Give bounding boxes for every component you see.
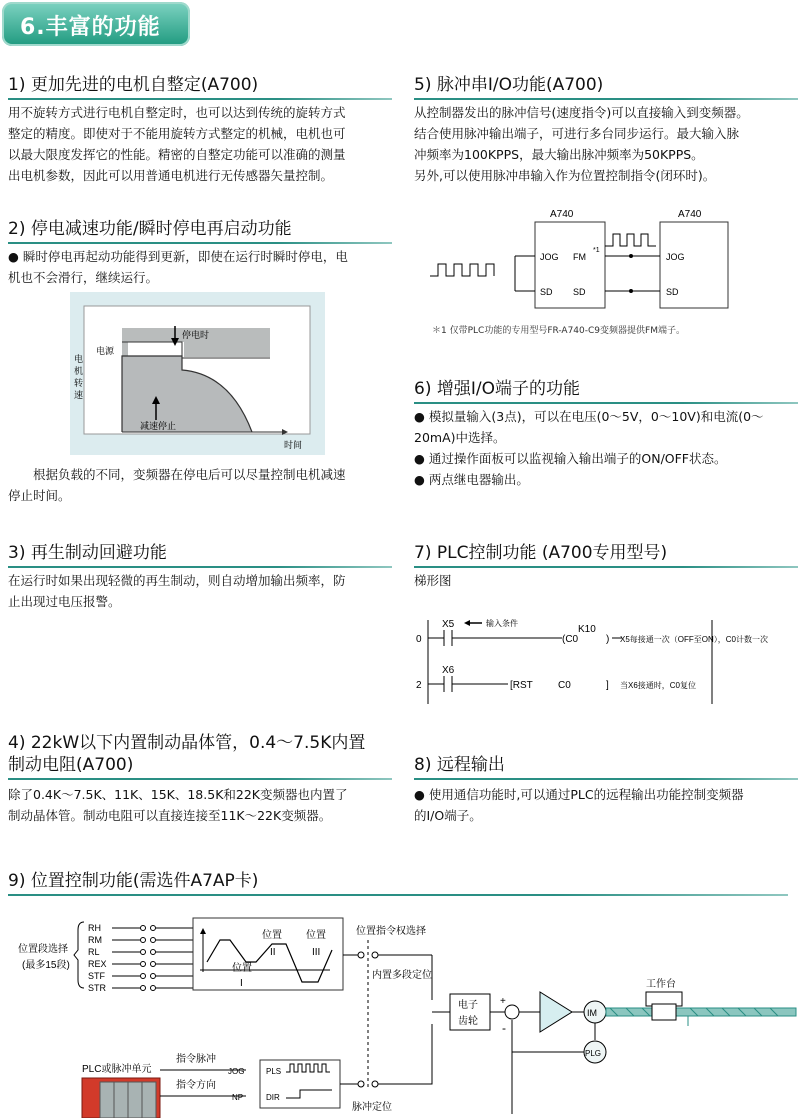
arrow-head [464,620,470,626]
e-gear-2: 齿轮 [458,1016,478,1027]
section-1 [8,74,392,186]
segment-select: 位置段选择 [18,944,68,955]
signal-rex: REX [88,959,107,969]
section-2-tail [8,464,392,506]
power-failure-chart [70,292,325,455]
summing-junction [505,1005,519,1019]
junction [629,254,633,258]
footnote: ＊1 仅带PLC功能的专用型号FR-A740-C9变频器提供FM端子。 [432,326,685,336]
minus-sign: - [502,1021,506,1035]
multi-pos-label: 内置多段定位 [372,970,432,981]
divider [414,566,798,568]
text-line: 除了0.4K～7.5K、11K、15K、18.5K和22K变频器也内置了 [8,787,348,802]
signal-str: STR [88,983,106,993]
signal-stf: STF [88,971,105,981]
contact-x6: X6 [442,665,455,676]
footnote-mark: *1 [593,247,600,254]
divider [8,242,392,244]
instr-close: ] [606,680,609,691]
y-char: 电 [74,354,84,364]
y-char: 机 [74,366,84,376]
section-2-title: 2) 停电减速功能/瞬时停电再启动功能 [8,219,292,239]
label-power-off: 停电时 [182,330,210,340]
section-4-title-1: 4) 22kW以下内置制动晶体管，0.4～7.5K内置 [8,733,366,753]
text-line: 整定的精度。即使对于不能用旋转方式整定的机械，电机也可 [8,126,346,141]
text-line: 从控制器发出的脉冲信号(速度指令)可以直接输入到变频器。 [414,105,749,120]
switch-contact [358,952,364,958]
text-line: 停止时间。 [8,488,71,503]
y-char: 速 [74,390,84,400]
section-2 [8,218,392,288]
section-6 [414,378,798,490]
dir-label: DIR [266,1093,280,1102]
switch-contact [372,1081,378,1087]
pulse-io-diagram [430,200,730,318]
text-line: 另外,可以使用脉冲串输入作为位置控制指令(闭环时)。 [414,168,716,183]
brace [74,922,84,988]
text-line: ● 通过操作面板可以监视输入输出端子的ON/OFF状态。 [414,451,727,466]
text-line: 的I/O端子。 [414,808,482,823]
step-2: 2 [416,680,422,691]
section-banner [2,2,190,46]
signal-rm: RM [88,935,102,945]
pos-2-num: II [270,947,276,958]
position-box [193,918,343,990]
section-9 [8,870,788,896]
pls-label: PLS [266,1067,282,1076]
instr-c0: C0 [558,680,571,691]
text-line: 止出现过电压报警。 [8,594,121,609]
switch-contact [358,1081,364,1087]
feedback-wire [512,1052,584,1114]
terminal-sd: SD [573,287,586,297]
text-line: 制动晶体管。制动电阻可以直接连接至11K～22K变频器。 [8,808,332,823]
signal-rh: RH [88,923,101,933]
switch-contact [151,974,156,979]
divider [414,402,798,404]
text-line: 机也不会滑行，继续运行。 [8,270,159,285]
im-label: IM [587,1008,597,1018]
cmd-dir-label: 指令方向 [176,1080,216,1091]
coil-c0: (C0 [562,634,579,645]
pos-3-num: III [312,947,321,958]
pulse-pos-label: 脉冲定位 [352,1102,392,1113]
signal-list [88,923,193,993]
divider [8,98,392,100]
position-control-diagram [0,900,800,1118]
pos-1-label: 位置 [232,963,252,974]
cmd-pulse-label: 指令脉冲 [176,1054,216,1065]
section-3-title: 3) 再生制动回避功能 [8,543,167,563]
text-line: ● 两点继电器输出。 [414,472,529,487]
divider [414,98,798,100]
section-8 [414,754,798,826]
section-1-title: 1) 更加先进的电机自整定(A700) [8,75,259,95]
comment-2: 当X6接通时，C0复位 [620,681,697,690]
authority-label: 位置指令权选择 [356,926,426,937]
switch-contact [141,950,146,955]
input-pulse-train [430,264,494,276]
switch-contact [372,952,378,958]
terminal-jog-2: JOG [666,252,685,262]
text-line: 结合使用脉冲输出端子，可进行多台同步运行。最大输入脉 [414,126,740,141]
terminal-sd-2: SD [666,287,679,297]
section-4 [8,732,392,826]
junction [629,289,633,293]
switch-contact [151,986,156,991]
inverter-1-label: A740 [550,209,574,220]
signal-rl: RL [88,947,100,957]
jog-label: JOG [228,1067,245,1076]
section-4-title-2: 制动电阻(A700) [8,755,134,775]
section-7-title: 7) PLC控制功能 (A700专用型号) [414,543,668,563]
divider [8,566,392,568]
section-7 [414,542,798,591]
divider [8,894,788,896]
text-line: 20mA)中选择。 [414,430,506,445]
contact-x5: X5 [442,619,455,630]
text-line: 用不旋转方式进行电机自整定时，也可以达到传统的旋转方式 [8,105,346,120]
switch-contact [151,950,156,955]
section-8-title: 8) 远程输出 [414,755,505,775]
terminal-sd: SD [540,287,553,297]
text-line: ● 瞬时停电再起动功能得到更新，即使在运行时瞬时停电，电 [8,249,348,264]
terminal-jog: JOG [540,252,559,262]
section-3 [8,542,392,612]
text-line: 出电机参数，因此可以用普通电机进行无传感器矢量控制。 [8,168,334,183]
banner-title: 6.丰富的功能 [20,15,161,40]
section-5 [414,74,798,186]
coil-close: ) [606,634,610,645]
switch-contact [151,962,156,967]
label-time: 时间 [284,440,303,450]
instr-rst: [RST [510,680,533,691]
np-label: NP [232,1093,244,1102]
text-line: 在运行时如果出现轻微的再生制动，则自动增加输出频率，防 [8,573,346,588]
section-6-title: 6) 增强I/O端子的功能 [414,379,580,399]
amplifier [540,992,572,1032]
terminal-fm: FM [573,252,586,262]
y-char: 转 [74,378,84,388]
switch-contact [141,962,146,967]
plc-label: PLC或脉冲单元 [82,1064,152,1075]
plg-label: PLG [585,1049,602,1058]
constant-k10: K10 [578,624,596,635]
output-pulse-train [605,234,656,246]
pos-2-label: 位置 [262,930,282,941]
text-line: 冲频率为100KPPS，最大输出脉冲频率为50KPPS。 [414,147,704,162]
label-decel: 减速停止 [140,421,177,431]
label-power: 电源 [96,346,115,356]
switch-contact [141,926,146,931]
switch-contact [151,938,156,943]
text-line: ● 模拟量输入(3点)，可以在电压(0～5V，0～10V)和电流(0～ [414,409,764,424]
ladder-diagram [414,612,800,712]
ladder-subtitle: 梯形图 [414,573,452,588]
switch-contact [151,926,156,931]
input-condition: 输入条件 [486,619,518,628]
pos-3-label: 位置 [306,930,326,941]
ball-screw [606,1008,796,1016]
comment-1: X5每接通一次（OFF至ON），C0计数一次 [620,635,769,644]
switch-contact [141,938,146,943]
inverter-2-label: A740 [678,209,702,220]
divider [414,778,798,780]
text-line: ● 使用通信功能时,可以通过PLC的远程输出功能控制变频器 [414,787,744,802]
text-line: 根据负载的不同，变频器在停电后可以尽量控制电机减速 [8,467,346,482]
divider [8,778,392,780]
section-9-title: 9) 位置控制功能(需选件A7AP卡) [8,871,259,891]
switch-contact [141,986,146,991]
plus-sign: + [500,996,506,1007]
pos-1-num: I [240,978,243,989]
wire [378,1024,432,1084]
table-label: 工作台 [646,979,676,990]
section-5-title: 5) 脉冲串I/O功能(A700) [414,75,604,95]
step-0: 0 [416,634,422,645]
table-nut [652,1004,676,1020]
switch-contact [141,974,146,979]
segment-max: (最多15段) [22,960,70,971]
e-gear-1: 电子 [458,1000,478,1011]
text-line: 以最大限度发挥它的性能。精密的自整定功能可以准确的测量 [8,147,346,162]
